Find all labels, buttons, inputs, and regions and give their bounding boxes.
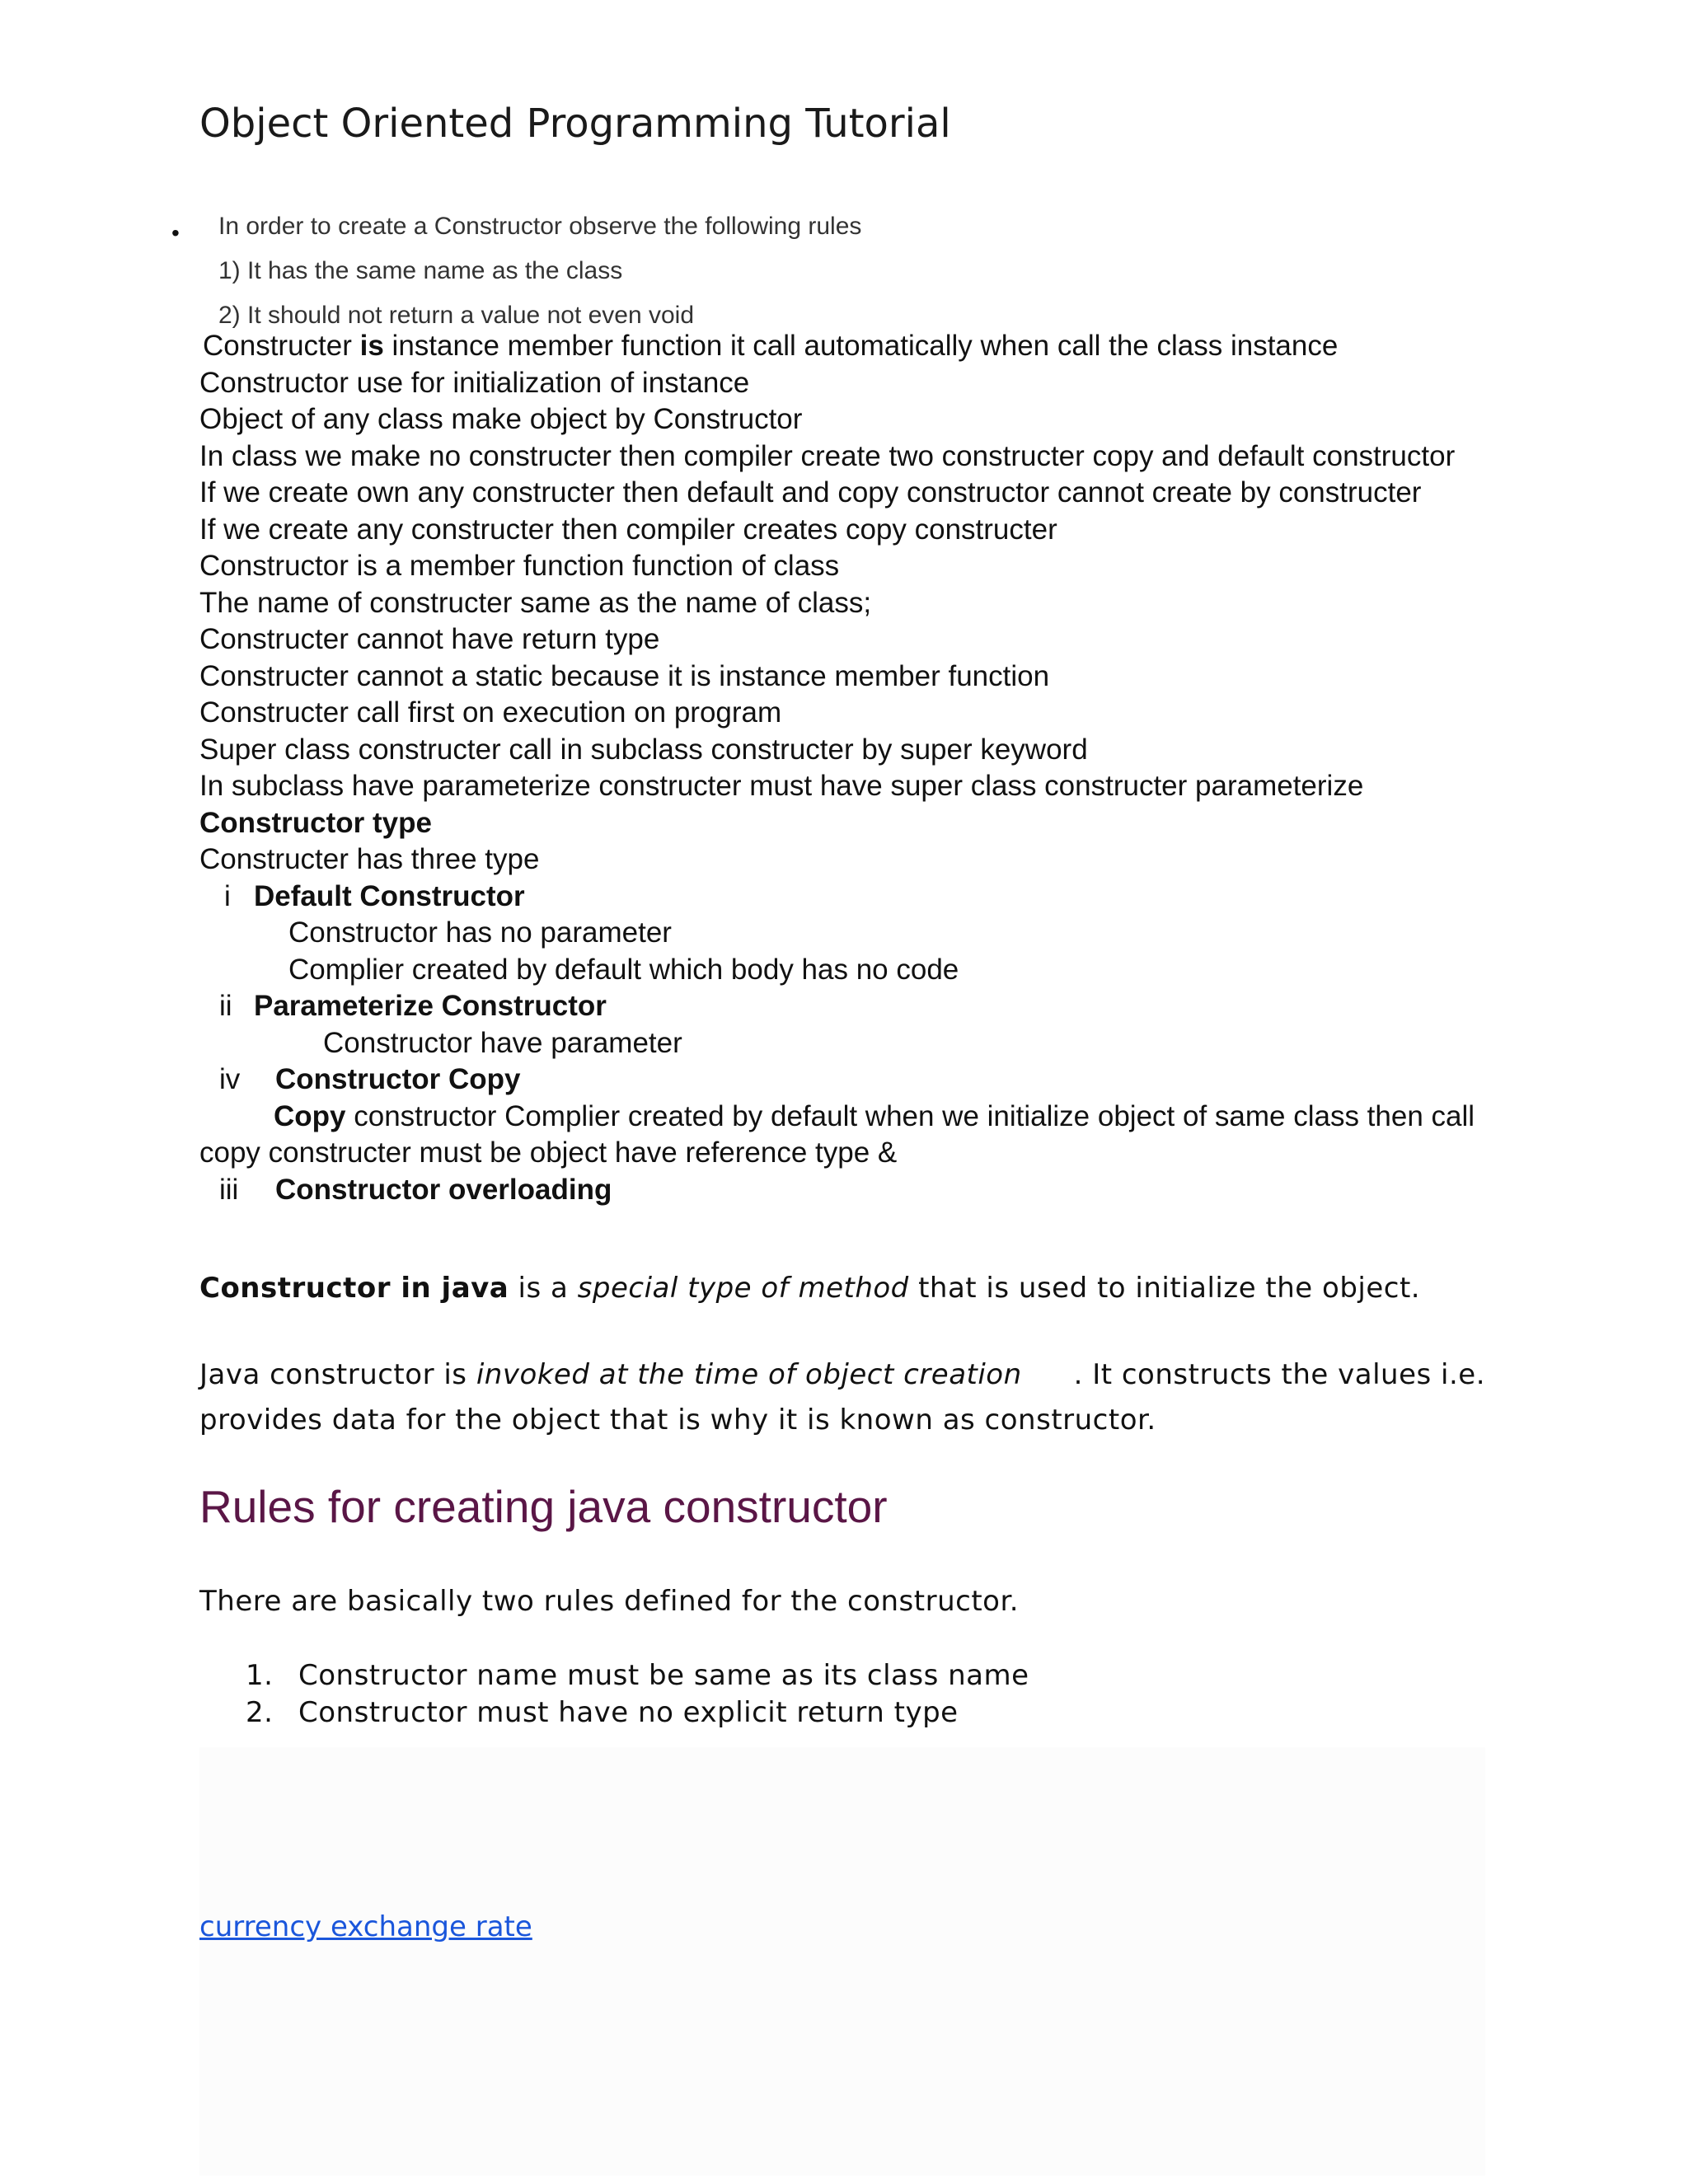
faded-area — [199, 1747, 1485, 2176]
java-p1-d: that is used to initialize the object. — [908, 1272, 1421, 1305]
type-3-desc-2: copy constructer must be object have reference type & — [199, 1137, 898, 1169]
bullet-marker: • — [171, 220, 180, 246]
rules-heading: Rules for creating java constructor — [199, 1481, 888, 1532]
intro-rule-2: 2) It should not return a value not even void — [218, 302, 695, 329]
java-p2-b: invoked at the time of object creation — [476, 1358, 1022, 1391]
intro-rule-1: 1) It has the same name as the class — [218, 257, 623, 284]
type-3-num: iv — [219, 1063, 241, 1095]
java-p1-c: special type of method — [577, 1272, 909, 1305]
type-3-desc-1-b: constructor Complier created by default when we initialize object of same class then call — [345, 1100, 1475, 1132]
type-4-label: Constructor overloading — [275, 1174, 612, 1206]
type-3-label: Constructor Copy — [275, 1063, 521, 1095]
java-paragraph-2-line-2: provides data for the object that is why it is known as constructor. — [199, 1404, 1156, 1436]
constructor-type-intro: Constructer has three type — [199, 843, 540, 875]
line-1-a: Constructer — [203, 330, 360, 362]
type-3-desc-1-a: Copy — [274, 1100, 346, 1132]
line-7: Constructor is a member function function of class — [199, 550, 840, 582]
line-1 — [203, 327, 1338, 364]
java-p1-a: Constructor in java — [199, 1272, 509, 1305]
type-1-label: Default Constructor — [254, 880, 525, 912]
type-4-num: iii — [219, 1174, 239, 1206]
java-paragraph-1 — [199, 1272, 1420, 1305]
type-1-desc-1: Constructor has no parameter — [288, 916, 672, 949]
line-5: If we create own any constructer then default and copy constructor cannot create by constructer — [199, 476, 1422, 509]
line-3: Object of any class make object by Constructor — [199, 403, 803, 435]
java-p2-c: . It constructs the values i.e. — [1073, 1358, 1485, 1391]
type-2-desc-1: Constructor have parameter — [323, 1027, 682, 1059]
currency-exchange-link[interactable]: currency exchange rate — [199, 1910, 532, 1943]
rule-1-text: Constructor name must be same as its class name — [298, 1659, 1029, 1692]
type-3-desc-1 — [274, 1098, 1475, 1135]
line-4: In class we make no constructer then compiler create two constructer copy and default constructor — [199, 440, 1456, 472]
line-9: Constructer cannot have return type — [199, 623, 660, 655]
type-1-desc-2: Complier created by default which body has no code — [288, 954, 959, 986]
line-2: Constructor use for initialization of instance — [199, 367, 750, 399]
java-p1-b: is a — [509, 1272, 578, 1305]
type-2-label: Parameterize Constructor — [254, 990, 607, 1022]
type-2-num: ii — [219, 990, 232, 1022]
line-11: Constructer call first on execution on program — [199, 696, 782, 729]
line-1-c: instance member function it call automatically when call the class instance — [383, 330, 1339, 362]
line-10: Constructer cannot a static because it is instance member function — [199, 660, 1050, 692]
line-12: Super class constructer call in subclass constructer by super keyword — [199, 733, 1088, 766]
constructor-type-heading: Constructor type — [199, 807, 432, 839]
type-1-num: i — [224, 880, 231, 912]
rules-intro: There are basically two rules defined for the constructor. — [199, 1585, 1020, 1618]
line-6: If we create any constructer then compiler creates copy constructer — [199, 513, 1057, 546]
java-p2-first — [199, 1358, 1022, 1391]
java-p2-a: Java constructor is — [199, 1358, 476, 1391]
rule-1-num: 1. — [246, 1659, 274, 1692]
intro-lead: In order to create a Constructor observe the following rules — [218, 213, 862, 240]
rule-2-num: 2. — [246, 1696, 274, 1729]
java-paragraph-2-line-1 — [199, 1358, 1485, 1391]
line-1-b: is — [359, 330, 384, 362]
line-13: In subclass have parameterize constructer must have super class constructer parameterize — [199, 770, 1364, 802]
line-8: The name of constructer same as the name of class; — [199, 587, 872, 619]
page-title: Object Oriented Programming Tutorial — [199, 101, 951, 147]
rule-2-text: Constructor must have no explicit return type — [298, 1696, 959, 1729]
